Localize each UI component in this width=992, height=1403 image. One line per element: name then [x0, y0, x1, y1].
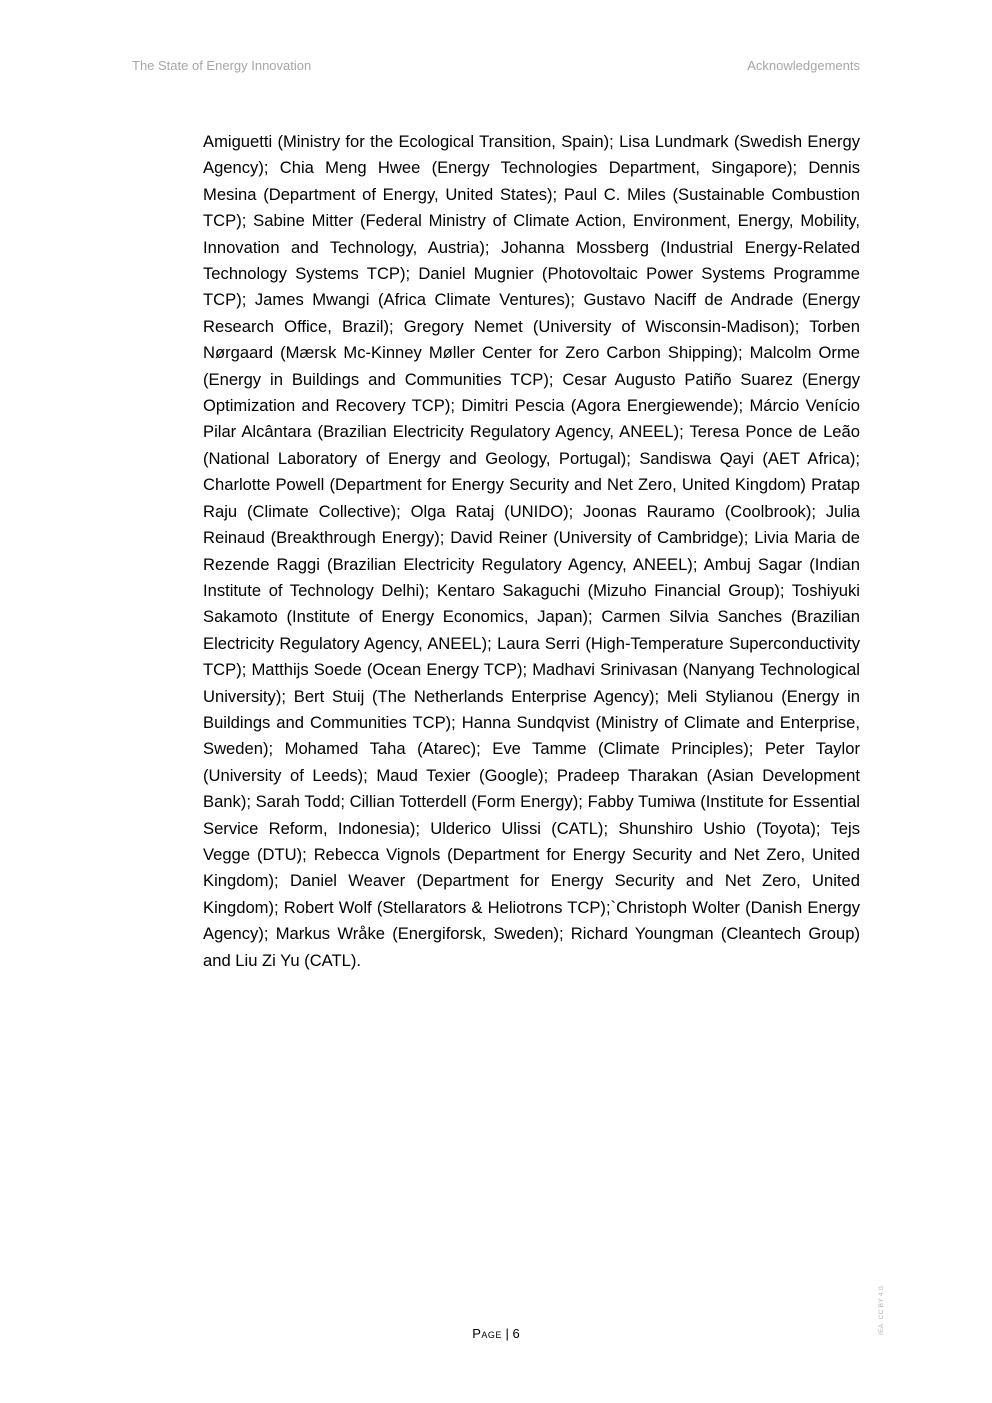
license-note: IEA. CC BY 4.0. [878, 1284, 885, 1335]
page-label: Page [472, 1326, 502, 1341]
page-number: 6 [512, 1326, 520, 1341]
acknowledgements-paragraph: Amiguetti (Ministry for the Ecological Transition, Spain); Lisa Lundmark (Swedish Energy Agency); Chia Meng Hwee (Energy Technologies Department, Singapore); Dennis Mesina (Department of Energy, United States); Paul C. Miles (Sustainable Combustion TCP); Sabine Mitter (Federal Ministry of Climate Action, Environment, Energy, Mobility, Innovation and Technology, Austria); Johanna Mossberg (Industrial Energy-Related Technology Systems TCP); Daniel Mugnier (Photovoltaic Power Systems Programme TCP); James Mwangi (Africa Climate Ventures); Gustavo Naciff de Andrade (Energy Research Office, Brazil); Gregory Nemet (University of Wisconsin-Madison); Torben Nørgaard (Mærsk Mc-Kinney Møller Center for Zero Carbon Shipping); Malcolm Orme (Energy in Buildings and Communities TCP); Cesar Augusto Patiño Suarez (Energy Optimization and Recovery TCP); Dimitri Pescia (Agora Energiewende); Márcio Venício Pilar Alcântara (Brazilian Electricity Regulatory Agency, ANEEL); Teresa Ponce de Leão (National Laboratory of Energy and Geology, Portugal); Sandiswa Qayi (AET Africa); Charlotte Powell (Department for Energy Security and Net Zero, United Kingdom) Pratap Raju (Climate Collective); Olga Rataj (UNIDO); Joonas Rauramo (Coolbrook); Julia Reinaud (Breakthrough Energy); David Reiner (University of Cambridge); Livia Maria de Rezende Raggi (Brazilian Electricity Regulatory Agency, ANEEL); Ambuj Sagar (Indian Institute of Technology Delhi); Kentaro Sakaguchi (Mizuho Financial Group); Toshiyuki Sakamoto (Institute of Energy Economics, Japan); Carmen Silvia Sanches (Brazilian Electricity Regulatory Agency, ANEEL); Laura Serri (High-Temperature Superconductivity TCP); Matthijs Soede (Ocean Energy TCP); Madhavi Srinivasan (Nanyang Technological University); Bert Stuij (The Netherlands Enterprise Agency); Meli Stylianou (Energy in Buildings and Communities TCP); Hanna Sundqvist (Ministry of Climate and Enterprise, Sweden); Mohamed Taha (Atarec); Eve Tamme (Climate Principles); Peter Taylor (University of Leeds); Maud Texier (Google); Pradeep Tharakan (Asian Development Bank); Sarah Todd; Cillian Totterdell (Form Energy); Fabby Tumiwa (Institute for Essential Service Reform, Indonesia); Ulderico Ulissi (CATL); Shunshiro Ushio (Toyota); Tejs Vegge (DTU); Rebecca Vignols (Department for Energy Security and Net Zero, United Kingdom); Daniel Weaver (Department for Energy Security and Net Zero, United Kingdom); Robert Wolf (Stellarators & Heliotrons TCP);`Christoph Wolter (Danish Energy Agency); Markus Wråke (Energiforsk, Sweden); Richard Youngman (Cleantech Group) and Liu Zi Yu (CATL). [203, 132, 860, 970]
page-separator: | [501, 1326, 513, 1341]
report-title: The State of Energy Innovation [132, 58, 312, 73]
section-title: Acknowledgements [747, 58, 860, 73]
page-footer [0, 1326, 992, 1341]
